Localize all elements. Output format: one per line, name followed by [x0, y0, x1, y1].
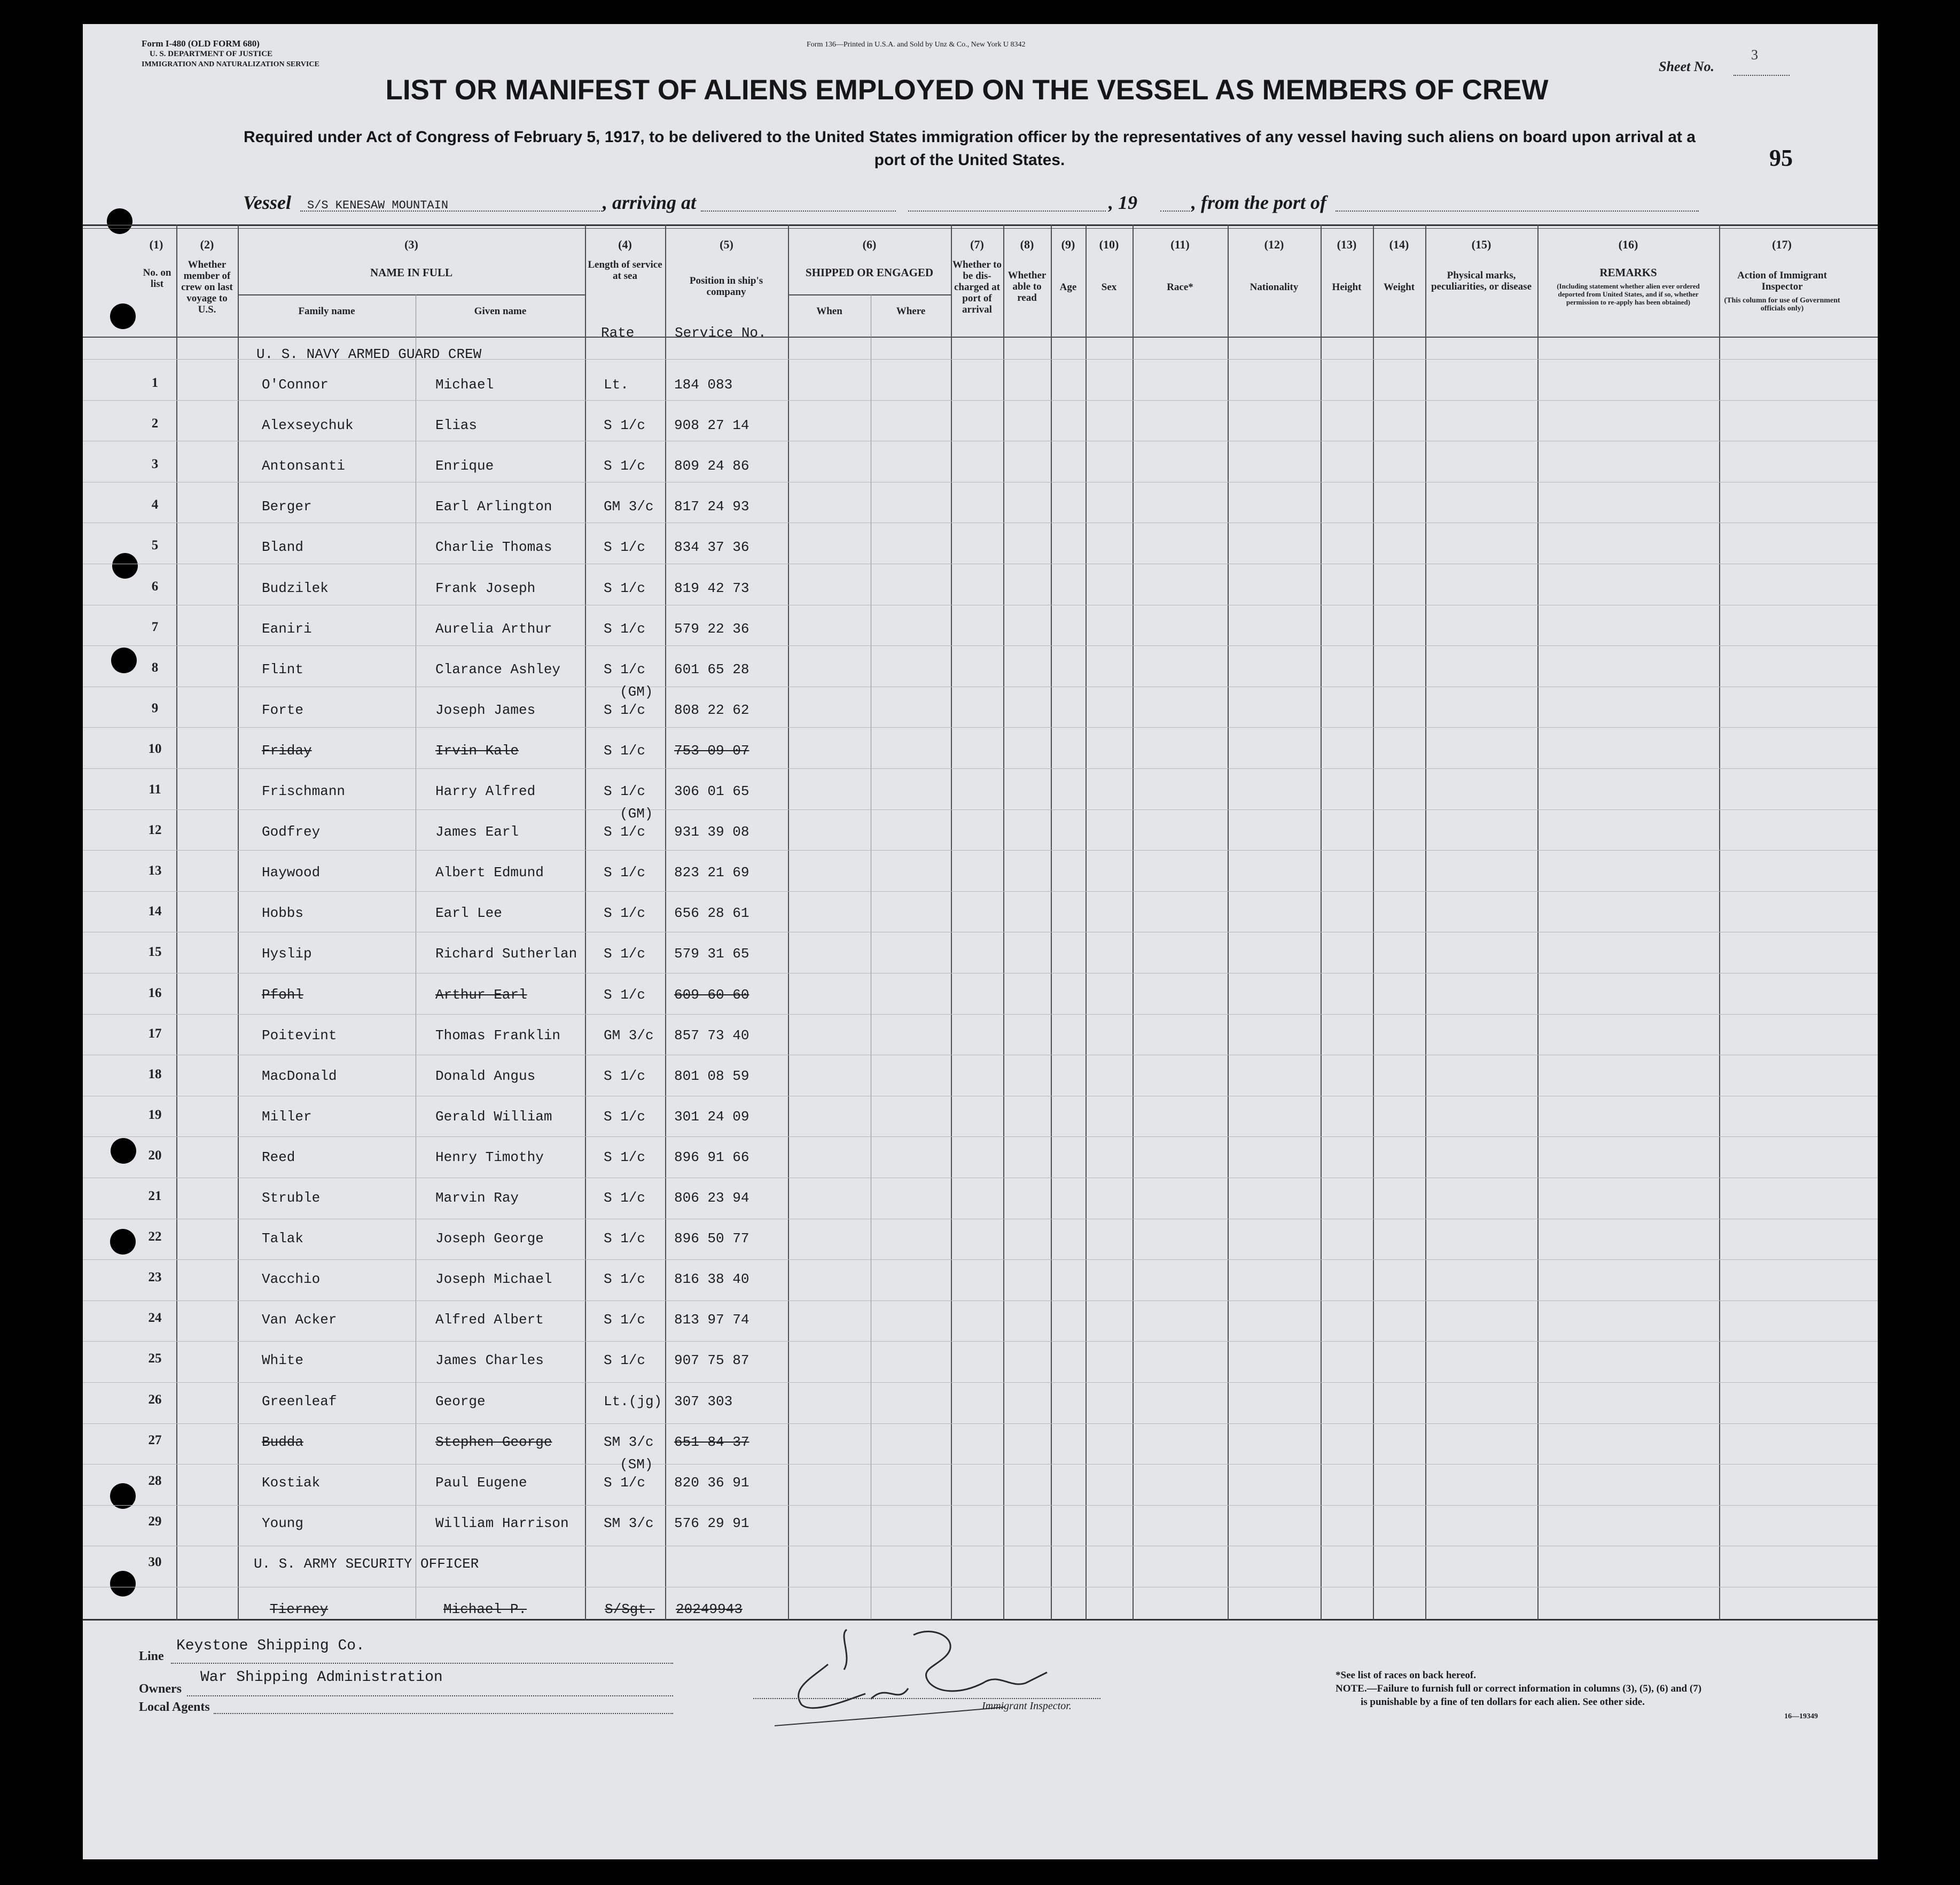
family-name-cell: Kostiak: [262, 1475, 321, 1491]
col-num-7: (7): [970, 238, 984, 251]
service-no-cell: 896 91 66: [674, 1149, 749, 1165]
family-name-cell: Flint: [262, 661, 304, 677]
when-header: When: [816, 306, 842, 317]
col-header-weight: Weight: [1383, 282, 1415, 293]
service-name: IMMIGRATION AND NATURALIZATION SERVICE: [142, 60, 319, 68]
service-no-cell: 808 22 62: [674, 702, 749, 718]
punch-hole: [110, 303, 136, 329]
given-name-cell: William Harrison: [435, 1515, 569, 1531]
col-num-9: (9): [1061, 238, 1075, 251]
row-rule: [83, 1014, 1878, 1015]
rate-cell: S 1/c: [604, 824, 646, 840]
page-number: 95: [1769, 145, 1793, 171]
family-name-cell: Vacchio: [262, 1271, 321, 1287]
service-no-cell: 579 22 36: [674, 621, 749, 637]
row-rule: [83, 1382, 1878, 1383]
service-no-cell: 813 97 74: [674, 1312, 749, 1328]
row-number: 21: [148, 1189, 162, 1203]
service-no-cell: 896 50 77: [674, 1230, 749, 1247]
inspector-label: Immigrant Inspector.: [982, 1700, 1072, 1712]
given-name-cell: Elias: [435, 417, 478, 433]
col-header-length: Length of service at sea: [588, 259, 662, 282]
row-rule: [83, 768, 1878, 769]
service-no-cell: 820 36 91: [674, 1475, 749, 1491]
rate-cell: S 1/c: [604, 1312, 646, 1328]
rate-note-cell: (GM): [620, 684, 653, 700]
family-name-cell: Miller: [262, 1109, 312, 1125]
service-no-cell: 806 23 94: [674, 1190, 749, 1206]
form-number: Form I-480 (OLD FORM 680): [142, 38, 260, 49]
row-number: 9: [151, 701, 159, 715]
family-name-cell: Antonsanti: [262, 458, 346, 474]
col-num-10: (10): [1099, 238, 1119, 251]
given-name-cell: Earl Lee: [435, 905, 502, 921]
col-header-physical: Physical marks, peculiarities, or disease: [1431, 270, 1532, 292]
punch-hole: [107, 208, 132, 234]
col-num-1: (1): [149, 238, 163, 251]
row-rule: [83, 891, 1878, 892]
given-name-cell: Joseph James: [435, 702, 536, 718]
service-no-cell: 579 31 65: [674, 946, 749, 962]
vessel-name: S/S KENESAW MOUNTAIN: [307, 199, 449, 212]
rate-cell: SM 3/c: [604, 1515, 654, 1531]
given-name-cell: Harry Alfred: [435, 783, 536, 799]
printer-line: Form 136—Printed in U.S.A. and Sold by Unz & Co., New York U 8342: [807, 41, 1026, 49]
rate-cell: SM 3/c: [604, 1434, 654, 1450]
given-name-cell: George: [435, 1393, 486, 1409]
sheet-number: 3: [1751, 47, 1758, 63]
row-rule: [83, 645, 1878, 646]
col-header-height: Height: [1332, 282, 1362, 293]
service-no-cell: 753 09 07: [674, 743, 749, 759]
service-no-cell: 817 24 93: [674, 498, 749, 515]
col-header-position: Position in ship's company: [689, 275, 763, 298]
family-name-cell: Pfohl: [262, 987, 304, 1003]
row-number: 23: [148, 1270, 162, 1284]
family-name-cell: Talak: [262, 1230, 304, 1247]
row-rule: [83, 850, 1878, 851]
penalty-note-1: NOTE.—Failure to furnish full or correct information in columns (3), (5), (6) and (7): [1336, 1683, 1702, 1694]
row-rule: [83, 1136, 1878, 1137]
army-family-name: Tierney: [270, 1601, 329, 1617]
owners-value: War Shipping Administration: [200, 1669, 443, 1686]
punch-hole: [112, 553, 138, 579]
row-rule: [83, 727, 1878, 728]
inspector-signature: [759, 1619, 1090, 1736]
punch-hole: [111, 648, 137, 673]
service-no-cell: 307 303: [674, 1393, 733, 1409]
col-num-17: (17): [1772, 238, 1792, 251]
department-name: U. S. DEPARTMENT OF JUSTICE: [150, 50, 273, 58]
given-name-cell: Marvin Ray: [435, 1190, 519, 1206]
row-rule: [83, 1464, 1878, 1465]
given-name-cell: James Earl: [435, 824, 519, 840]
rate-cell: S 1/c: [604, 987, 646, 1003]
service-no-cell: 907 75 87: [674, 1352, 749, 1368]
rate-cell: S 1/c: [604, 1271, 646, 1287]
given-name-cell: Joseph Michael: [435, 1271, 552, 1287]
service-no-cell: 601 65 28: [674, 661, 749, 677]
rate-cell: GM 3/c: [604, 498, 654, 515]
row-rule: [83, 809, 1878, 810]
family-name-cell: Forte: [262, 702, 304, 718]
rate-cell: S 1/c: [604, 661, 646, 677]
service-no-cell: 306 01 65: [674, 783, 749, 799]
family-name-cell: Bland: [262, 539, 304, 555]
row-number: 6: [151, 579, 159, 594]
given-name-cell: Thomas Franklin: [435, 1027, 561, 1043]
col-num-13: (13): [1337, 238, 1357, 251]
row-number: 3: [151, 457, 159, 471]
family-name-cell: Greenleaf: [262, 1393, 337, 1409]
race-note: *See list of races on back hereof.: [1336, 1670, 1476, 1681]
penalty-note-2: is punishable by a fine of ten dollars for each alien. See other side.: [1361, 1696, 1645, 1708]
row-number: 28: [148, 1474, 162, 1488]
rate-cell: S 1/c: [604, 743, 646, 759]
rate-cell: S 1/c: [604, 1230, 646, 1247]
given-name-cell: James Charles: [435, 1352, 544, 1368]
service-no-cell: 809 24 86: [674, 458, 749, 474]
owners-label: Owners: [139, 1682, 182, 1696]
rate-cell: S 1/c: [604, 458, 646, 474]
page-title: LIST OR MANIFEST OF ALIENS EMPLOYED ON THE VESSEL AS MEMBERS OF CREW: [385, 74, 1549, 106]
col-num-2: (2): [200, 238, 214, 251]
col-num-6: (6): [862, 238, 877, 251]
service-no-cell: 834 37 36: [674, 539, 749, 555]
given-name-cell: Aurelia Arthur: [435, 621, 552, 637]
col-header-age: Age: [1059, 282, 1077, 293]
service-no-cell: 301 24 09: [674, 1109, 749, 1125]
given-name-cell: Gerald William: [435, 1109, 552, 1125]
col-header-no: No. on list: [143, 267, 171, 290]
col-header-action: Action of Immigrant Inspector: [1737, 270, 1827, 292]
family-name-cell: Hyslip: [262, 946, 312, 962]
punch-hole: [111, 1138, 136, 1164]
row-number: 13: [148, 863, 162, 878]
line-value: Keystone Shipping Co.: [176, 1638, 365, 1654]
col-num-14: (14): [1389, 238, 1409, 251]
subtitle-line-2: port of the United States.: [874, 151, 1065, 169]
rate-cell: S 1/c: [604, 905, 646, 921]
service-no-cell: 819 42 73: [674, 580, 749, 596]
rate-cell: S 1/c: [604, 1352, 646, 1368]
col-num-8: (8): [1020, 238, 1034, 251]
col-header-remarks: REMARKS: [1599, 266, 1657, 279]
service-no-cell: 857 73 40: [674, 1027, 749, 1043]
arriving-label: , arriving at: [603, 192, 697, 213]
row-number: 17: [148, 1026, 162, 1041]
col-header-read: Whether able to read: [1008, 270, 1047, 303]
service-no-cell: 576 29 91: [674, 1515, 749, 1531]
service-no-cell: 184 083: [674, 377, 733, 393]
rate-subheader: Rate: [601, 325, 635, 341]
row-number: 18: [148, 1067, 162, 1081]
row-number: 14: [148, 904, 162, 918]
rate-cell: S 1/c: [604, 702, 646, 718]
rate-cell: S 1/c: [604, 1109, 646, 1125]
row-number: 4: [151, 497, 159, 512]
family-name-cell: Poitevint: [262, 1027, 337, 1043]
family-name-header: Family name: [298, 306, 355, 317]
row-number: 2: [151, 416, 159, 431]
row-number: 11: [149, 782, 161, 797]
row-number: 27: [148, 1433, 162, 1447]
col-num-3: (3): [404, 238, 418, 251]
rate-cell: S 1/c: [604, 946, 646, 962]
service-no-cell: 908 27 14: [674, 417, 749, 433]
service-no-cell: 656 28 61: [674, 905, 749, 921]
given-name-cell: Joseph George: [435, 1230, 544, 1247]
given-name-cell: Arthur Earl: [435, 987, 527, 1003]
rate-cell: S 1/c: [604, 621, 646, 637]
rate-cell: GM 3/c: [604, 1027, 654, 1043]
rate-cell: Lt.: [604, 377, 629, 393]
col-num-12: (12): [1264, 238, 1284, 251]
row-number: 8: [151, 660, 159, 675]
rate-cell: S 1/c: [604, 783, 646, 799]
punch-hole: [110, 1571, 136, 1596]
row-number: 22: [148, 1229, 162, 1244]
vessel-label: Vessel: [243, 192, 291, 213]
row-number: 29: [148, 1514, 162, 1529]
rate-cell: S 1/c: [604, 539, 646, 555]
given-name-cell: Frank Joseph: [435, 580, 536, 596]
given-name-cell: Michael: [435, 377, 494, 393]
col-header-member: Whether member of crew on last voyage to U.S.: [181, 259, 233, 315]
action-note: (This column for use of Government officials only): [1724, 297, 1840, 313]
family-name-cell: Friday: [262, 743, 312, 759]
row-rule: [83, 1341, 1878, 1342]
rate-cell: S 1/c: [604, 1068, 646, 1084]
row-rule: [83, 1259, 1878, 1260]
col-header-sex: Sex: [1101, 282, 1117, 293]
col-num-11: (11): [1170, 238, 1190, 251]
row-rule: [83, 1300, 1878, 1301]
row-number: 16: [148, 986, 162, 1000]
given-name-cell: Richard Sutherlan: [435, 946, 577, 962]
rate-cell: S 1/c: [604, 1149, 646, 1165]
family-name-cell: Haywood: [262, 864, 321, 881]
army-rate: S/Sgt.: [605, 1601, 655, 1617]
rate-note-cell: (SM): [620, 1456, 653, 1473]
local-agents-label: Local Agents: [139, 1700, 210, 1714]
given-name-cell: Henry Timothy: [435, 1149, 544, 1165]
service-no-cell: 931 39 08: [674, 824, 749, 840]
family-name-cell: Alexseychuk: [262, 417, 354, 433]
col-num-4: (4): [618, 238, 632, 251]
row-number: 20: [148, 1148, 162, 1163]
given-name-cell: Albert Edmund: [435, 864, 544, 881]
family-name-cell: Eaniri: [262, 621, 312, 637]
row-number: 25: [148, 1351, 162, 1366]
col-header-shipped: SHIPPED OR ENGAGED: [805, 266, 934, 279]
family-name-cell: Struble: [262, 1190, 321, 1206]
given-name-cell: Earl Arlington: [435, 498, 552, 515]
given-name-cell: Paul Eugene: [435, 1475, 527, 1491]
service-no-cell: 816 38 40: [674, 1271, 749, 1287]
row-rule: [83, 1423, 1878, 1424]
row-number: 24: [148, 1311, 162, 1325]
family-name-cell: Young: [262, 1515, 304, 1531]
family-name-cell: MacDonald: [262, 1068, 337, 1084]
service-no-subheader: Service No.: [675, 325, 767, 341]
family-name-cell: Budzilek: [262, 580, 329, 596]
army-service-no: 20249943: [676, 1601, 743, 1617]
where-header: Where: [896, 306, 926, 317]
row-number: 19: [148, 1108, 162, 1122]
rate-cell: S 1/c: [604, 417, 646, 433]
col-num-16: (16): [1618, 238, 1638, 251]
service-no-cell: 801 08 59: [674, 1068, 749, 1084]
section-navy-header: U. S. NAVY ARMED GUARD CREW: [256, 346, 482, 362]
row-number: 5: [151, 538, 159, 552]
given-name-cell: Enrique: [435, 458, 494, 474]
form-code: 16—19349: [1784, 1712, 1818, 1720]
row-rule: [83, 1505, 1878, 1506]
given-name-cell: Charlie Thomas: [435, 539, 552, 555]
row-number: 15: [148, 945, 162, 959]
col-header-name: NAME IN FULL: [370, 266, 452, 279]
col-header-discharged: Whether to be dis-charged at port of arrival: [952, 259, 1002, 315]
service-no-cell: 823 21 69: [674, 864, 749, 881]
row-number: 26: [148, 1392, 162, 1407]
subtitle-line-1: Required under Act of Congress of February 5, 1917, to be delivered to the United States immigration officer by the representatives of any vessel having such aliens on board upon arrival at a: [244, 128, 1696, 146]
rate-note-cell: (GM): [620, 806, 653, 822]
given-name-header: Given name: [474, 306, 527, 317]
rate-cell: S 1/c: [604, 580, 646, 596]
col-num-15: (15): [1471, 238, 1492, 251]
family-name-cell: O'Connor: [262, 377, 329, 393]
from-port-label: , from the port of: [1191, 192, 1327, 213]
family-name-cell: Budda: [262, 1434, 304, 1450]
given-name-cell: Clarance Ashley: [435, 661, 561, 677]
row-number: 7: [151, 620, 159, 634]
family-name-cell: Godfrey: [262, 824, 321, 840]
punch-hole: [110, 1229, 136, 1255]
army-given-name: Michael P.: [443, 1601, 527, 1617]
given-name-cell: Stephen George: [435, 1434, 552, 1450]
section-army-header: U. S. ARMY SECURITY OFFICER: [254, 1556, 479, 1572]
given-name-cell: Irvin Kale: [435, 743, 519, 759]
family-name-cell: Reed: [262, 1149, 295, 1165]
row-number: 12: [148, 823, 162, 837]
col-header-race: Race*: [1167, 282, 1193, 293]
family-name-cell: Hobbs: [262, 905, 304, 921]
rate-cell: S 1/c: [604, 864, 646, 881]
col-header-nationality: Nationality: [1250, 282, 1299, 293]
family-name-cell: White: [262, 1352, 304, 1368]
rate-cell: S 1/c: [604, 1190, 646, 1206]
sheet-label: Sheet No.: [1659, 59, 1714, 74]
year-label: , 19: [1108, 192, 1137, 213]
rate-cell: Lt.(jg): [604, 1393, 662, 1409]
service-no-cell: 651 84 37: [674, 1434, 749, 1450]
line-label: Line: [139, 1649, 164, 1663]
row-rule: [83, 400, 1878, 401]
given-name-cell: Alfred Albert: [435, 1312, 544, 1328]
family-name-cell: Frischmann: [262, 783, 346, 799]
family-name-cell: Berger: [262, 498, 312, 515]
row-number: 1: [151, 376, 159, 390]
col-num-5: (5): [720, 238, 733, 251]
rate-cell: S 1/c: [604, 1475, 646, 1491]
remarks-note: (Including statement whether alien ever ordered deported from United States, and if so, whether permission to re-apply has been obtained): [1557, 282, 1700, 306]
family-name-cell: Van Acker: [262, 1312, 337, 1328]
service-no-cell: 609 60 60: [674, 987, 749, 1003]
row-number-30: 30: [148, 1555, 162, 1569]
row-number: 10: [148, 742, 162, 756]
given-name-cell: Donald Angus: [435, 1068, 536, 1084]
